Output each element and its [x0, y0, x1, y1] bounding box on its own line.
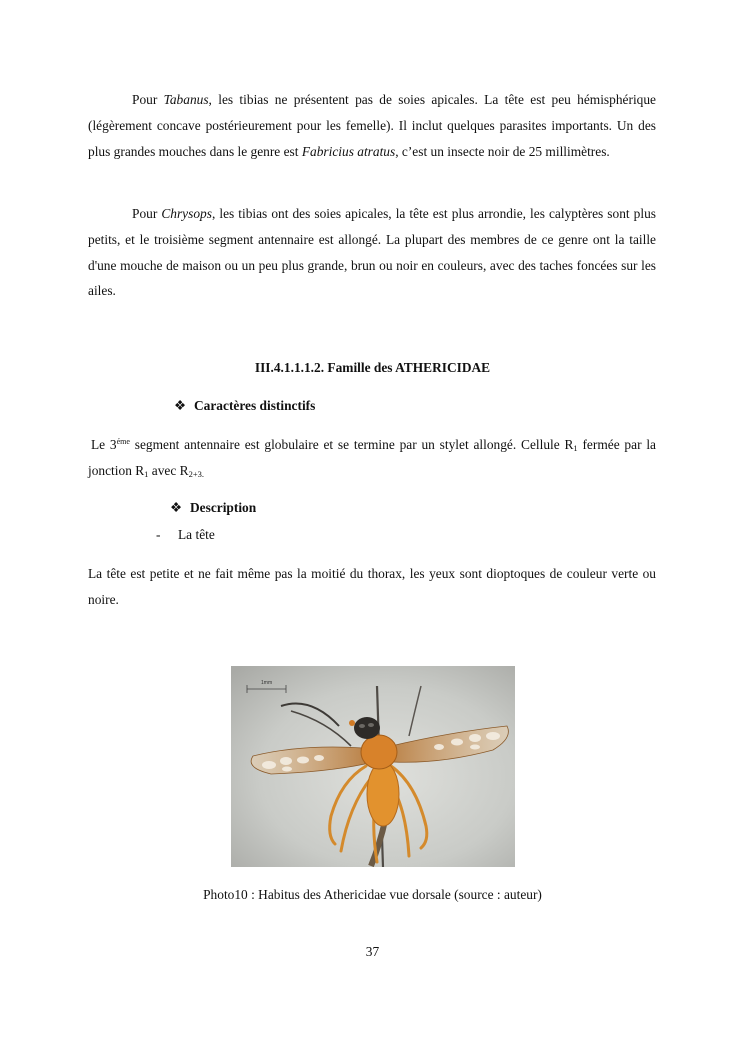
text-run: Pour	[132, 206, 162, 221]
text-run: avec R	[148, 462, 189, 478]
paragraph-tabanus	[88, 87, 656, 164]
species-fabricius-atratus: Fabricius atratus	[301, 143, 396, 159]
superscript: éme	[116, 437, 130, 446]
paragraph-tete: La tête est petite et ne fait même pas la moitié du thorax, les yeux sont dioptoques de couleur verte ou noire.	[88, 566, 656, 607]
paragraph-chrysops	[88, 201, 656, 304]
insect-photo	[231, 666, 515, 867]
section-heading: III.4.1.1.1.2. Famille des ATHERICIDAE	[254, 360, 491, 375]
bullet-label: Description	[190, 500, 257, 515]
text-run: Le 3	[91, 437, 117, 452]
dash-list-item	[156, 526, 215, 544]
dash-marker: -	[156, 527, 161, 542]
subscript: 2+3.	[188, 468, 204, 479]
paragraph-caracteres	[88, 432, 656, 484]
diamond-bullet-icon: ❖	[170, 500, 183, 515]
photo-caption: Photo10 : Habitus des Athericidae vue dorsale (source : auteur)	[203, 887, 542, 902]
text-run: fermée par la jonction R	[88, 437, 656, 478]
text-run: , les tibias ont des soies apicales, la tête est plus arrondie, les calyptères sont plus petits, et le troisième segment antennaire est allongé. La plupart des membres de ce genre ont la taille d'une mouche de maison ou un peu plus grande, brun ou noir en couleurs, avec des taches foncées sur les ailes.	[88, 206, 656, 299]
text-run: segment antennaire est globulaire et se termine par un stylet allongé. Cellule R	[129, 437, 574, 452]
genus-chrysops: Chrysops	[161, 206, 212, 221]
genus-tabanus: Tabanus	[163, 92, 209, 107]
athericidae-specimen-image	[231, 666, 515, 867]
bullet-description	[170, 499, 256, 517]
scale-bar-label: 1mm	[261, 680, 273, 686]
subscript: 1	[144, 468, 149, 479]
diamond-bullet-icon: ❖	[174, 398, 187, 413]
text-run: , les tibias ne présentent pas de soies apicales. La tête est peu hémisphérique (légèrement concave postérieurement pour les femelle). Il inclut quelques parasites importants. Un des plus grandes mouches dans le genre est	[88, 92, 656, 159]
page-number: 37	[365, 944, 380, 959]
text-run: , c’est un insecte noir de 25 millimètres.	[395, 143, 610, 159]
bullet-caracteres-distinctifs	[174, 397, 315, 415]
dash-item-label: La tête	[178, 527, 215, 542]
bullet-label: Caractères distinctifs	[194, 398, 316, 413]
subscript: 1	[573, 443, 578, 453]
text-run: Pour	[132, 92, 164, 107]
